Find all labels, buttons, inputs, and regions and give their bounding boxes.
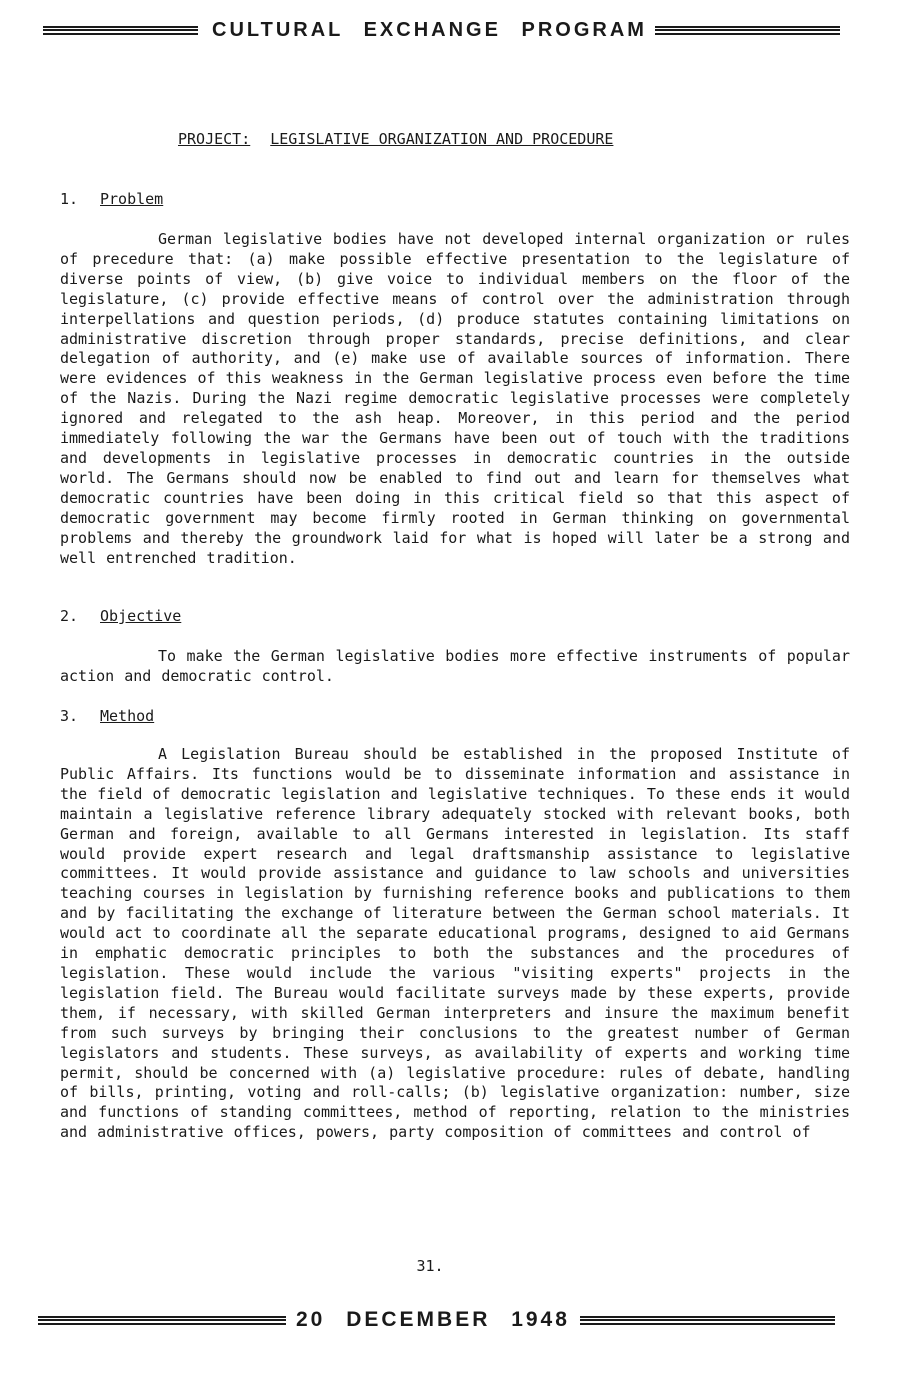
section-number: 2. (60, 607, 79, 625)
section-body-objective (60, 647, 850, 687)
project-label: PROJECT: (178, 130, 251, 148)
section-number: 3. (60, 707, 79, 725)
banner-rule-left (38, 1316, 286, 1325)
banner-title: CULTURAL EXCHANGE PROGRAM (212, 18, 647, 41)
section-heading-objective (60, 607, 181, 627)
section-heading-problem (60, 190, 163, 210)
section-body-problem (60, 230, 850, 568)
banner-rule-right (580, 1316, 835, 1325)
project-title: LEGISLATIVE ORGANIZATION AND PROCEDURE (270, 130, 614, 148)
section-number: 1. (60, 190, 79, 208)
project-heading (178, 130, 613, 150)
section-title: Method (100, 707, 155, 725)
banner-rule-right (655, 26, 840, 35)
section-title: Problem (100, 190, 164, 208)
paragraph: To make the German legislative bodies more effective instruments of popular action and democratic control. (60, 647, 850, 685)
paragraph: A Legislation Bureau should be established in the proposed Institute of Public Affairs. Its functions would be to disseminate information and assistance in the field of democratic legislation and legislative techniques. To these ends it would maintain a legislative reference library adequately stocked with relevant books, both German and foreign, available to all Germans interested in legislation. Its staff would provide expert research and legal draftsmanship assistance to legislative committees. It would provide assistance and guidance to law schools and universities teaching courses in legislation by furnishing reference books and publications to them and by facilitating the exchange of literature between the German school materials. It would act to coordinate all the separate educational programs, designed to aid Germans in emphatic democratic principles to both the substances and the procedures of legislation. These would include the various "visiting experts" projects in the legislation field. The Bureau would facilitate surveys made by these experts, provide them, if necessary, with skilled German interpreters and insure the maximum benefit from such surveys by bringing their conclusions to the greatest number of German legislators and students. These surveys, as availability of experts and working time permit, should be concerned with (a) legislative procedure: rules of debate, handling of bills, printing, voting and roll-calls; (b) legislative organization: number, size and functions of standing committees, method of reporting, relation to the ministries and administrative offices, powers, party composition of committees and control of (60, 745, 850, 1142)
banner-rule-left (43, 26, 198, 35)
page-number: 31. (416, 1257, 444, 1275)
date-banner: 20 DECEMBER 1948 (296, 1308, 570, 1331)
section-body-method (60, 745, 850, 1143)
section-heading-method (60, 707, 154, 727)
paragraph: German legislative bodies have not developed internal organization or rules of precedure that: (a) make possible effective presentation to the legislature of diverse points of view, (b) give voice to individual members on the floor of the legislature, (c) provide effective means of control over the administration through interpellations and question periods, (d) produce statutes containing limitations on administrative discretion through proper standards, precise definitions, and clear delegation of authority, and (e) make use of available sources of information. There were evidences of this weakness in the German legislative process even before the time of the Nazis. During the Nazi regime democratic legislative processes were completely ignored and relegated to the ash heap. Moreover, in this period and the period immediately following the war the Germans have been out of touch with the traditions and developments in legislative processes in democratic countries in the outside world. The Germans should now be enabled to find out and learn for themselves what democratic countries have been doing in this critical field so that this aspect of democratic government may become firmly rooted in German thinking on governmental problems and thereby the groundwork laid for what is hoped will later be a strong and well entrenched tradition. (60, 230, 850, 567)
section-title: Objective (100, 607, 182, 625)
